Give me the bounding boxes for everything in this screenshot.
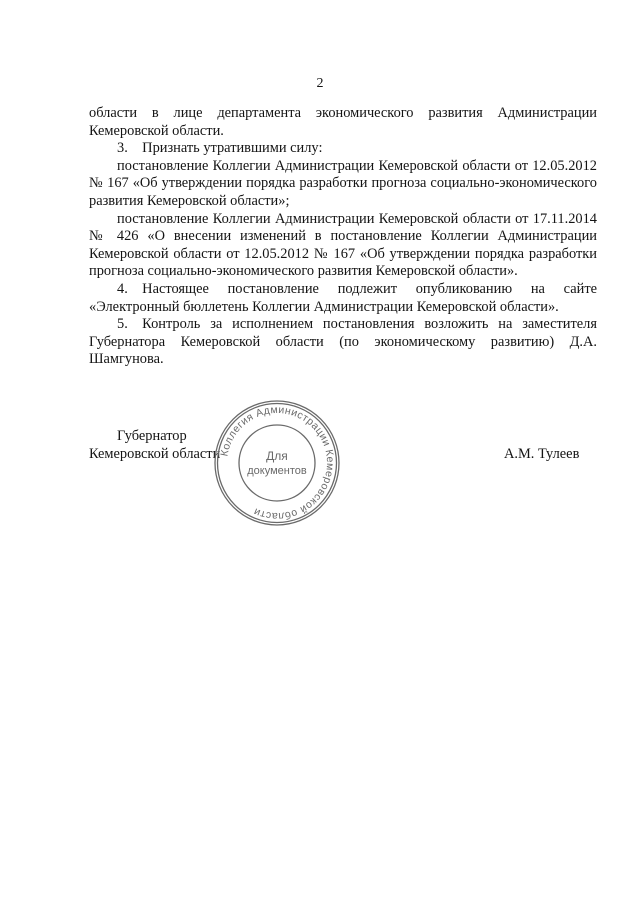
stamp-center-line2: документов	[247, 465, 307, 477]
paragraph-item-5: 5. Контроль за исполнением постановления возложить на заместителя Губернатора Кемеровской области (по экономическому развитию) Д.А. Шамгунова.	[89, 316, 597, 368]
paragraph-item-3: 3. Признать утратившими силу:	[117, 140, 323, 157]
signature-title-line2: Кемеровской области	[89, 445, 221, 462]
paragraph-item-4: 4. Настоящее постановление подлежит опубликованию на сайте «Электронный бюллетень Коллегии Администрации Кемеровской области».	[89, 280, 597, 315]
signature-name: А.М. Тулеев	[504, 446, 580, 462]
paragraph-repealed-167: постановление Коллегии Администрации Кемеровской области от 12.05.2012 № 167 «Об утверждении порядка разработки прогноза социально-экономического развития Кемеровской области»;	[89, 157, 597, 209]
official-stamp	[212, 398, 342, 528]
signature-title	[89, 428, 220, 463]
paragraph-continuation: области в лице департамента экономического развития Администрации Кемеровской области.	[89, 105, 597, 139]
stamp-ring-text: Коллегия Администрации Кемеровской области	[218, 403, 337, 523]
signature-title-line1: Губернатор	[117, 428, 187, 444]
document-body	[89, 105, 597, 369]
page-number: 2	[316, 76, 324, 91]
stamp-inner-ring	[239, 425, 315, 501]
stamp-outer-ring	[215, 401, 339, 525]
stamp-center-line1: Для	[266, 449, 288, 463]
paragraph-repealed-426: постановление Коллегии Администрации Кемеровской области от 17.11.2014 № 426 «О внесении изменений в постановление Коллегии Администрации Кемеровской области от 12.05.2012 № 167 «Об утверждении порядка разработки прогноза социально-экономического развития Кемеровской области».	[89, 210, 597, 280]
